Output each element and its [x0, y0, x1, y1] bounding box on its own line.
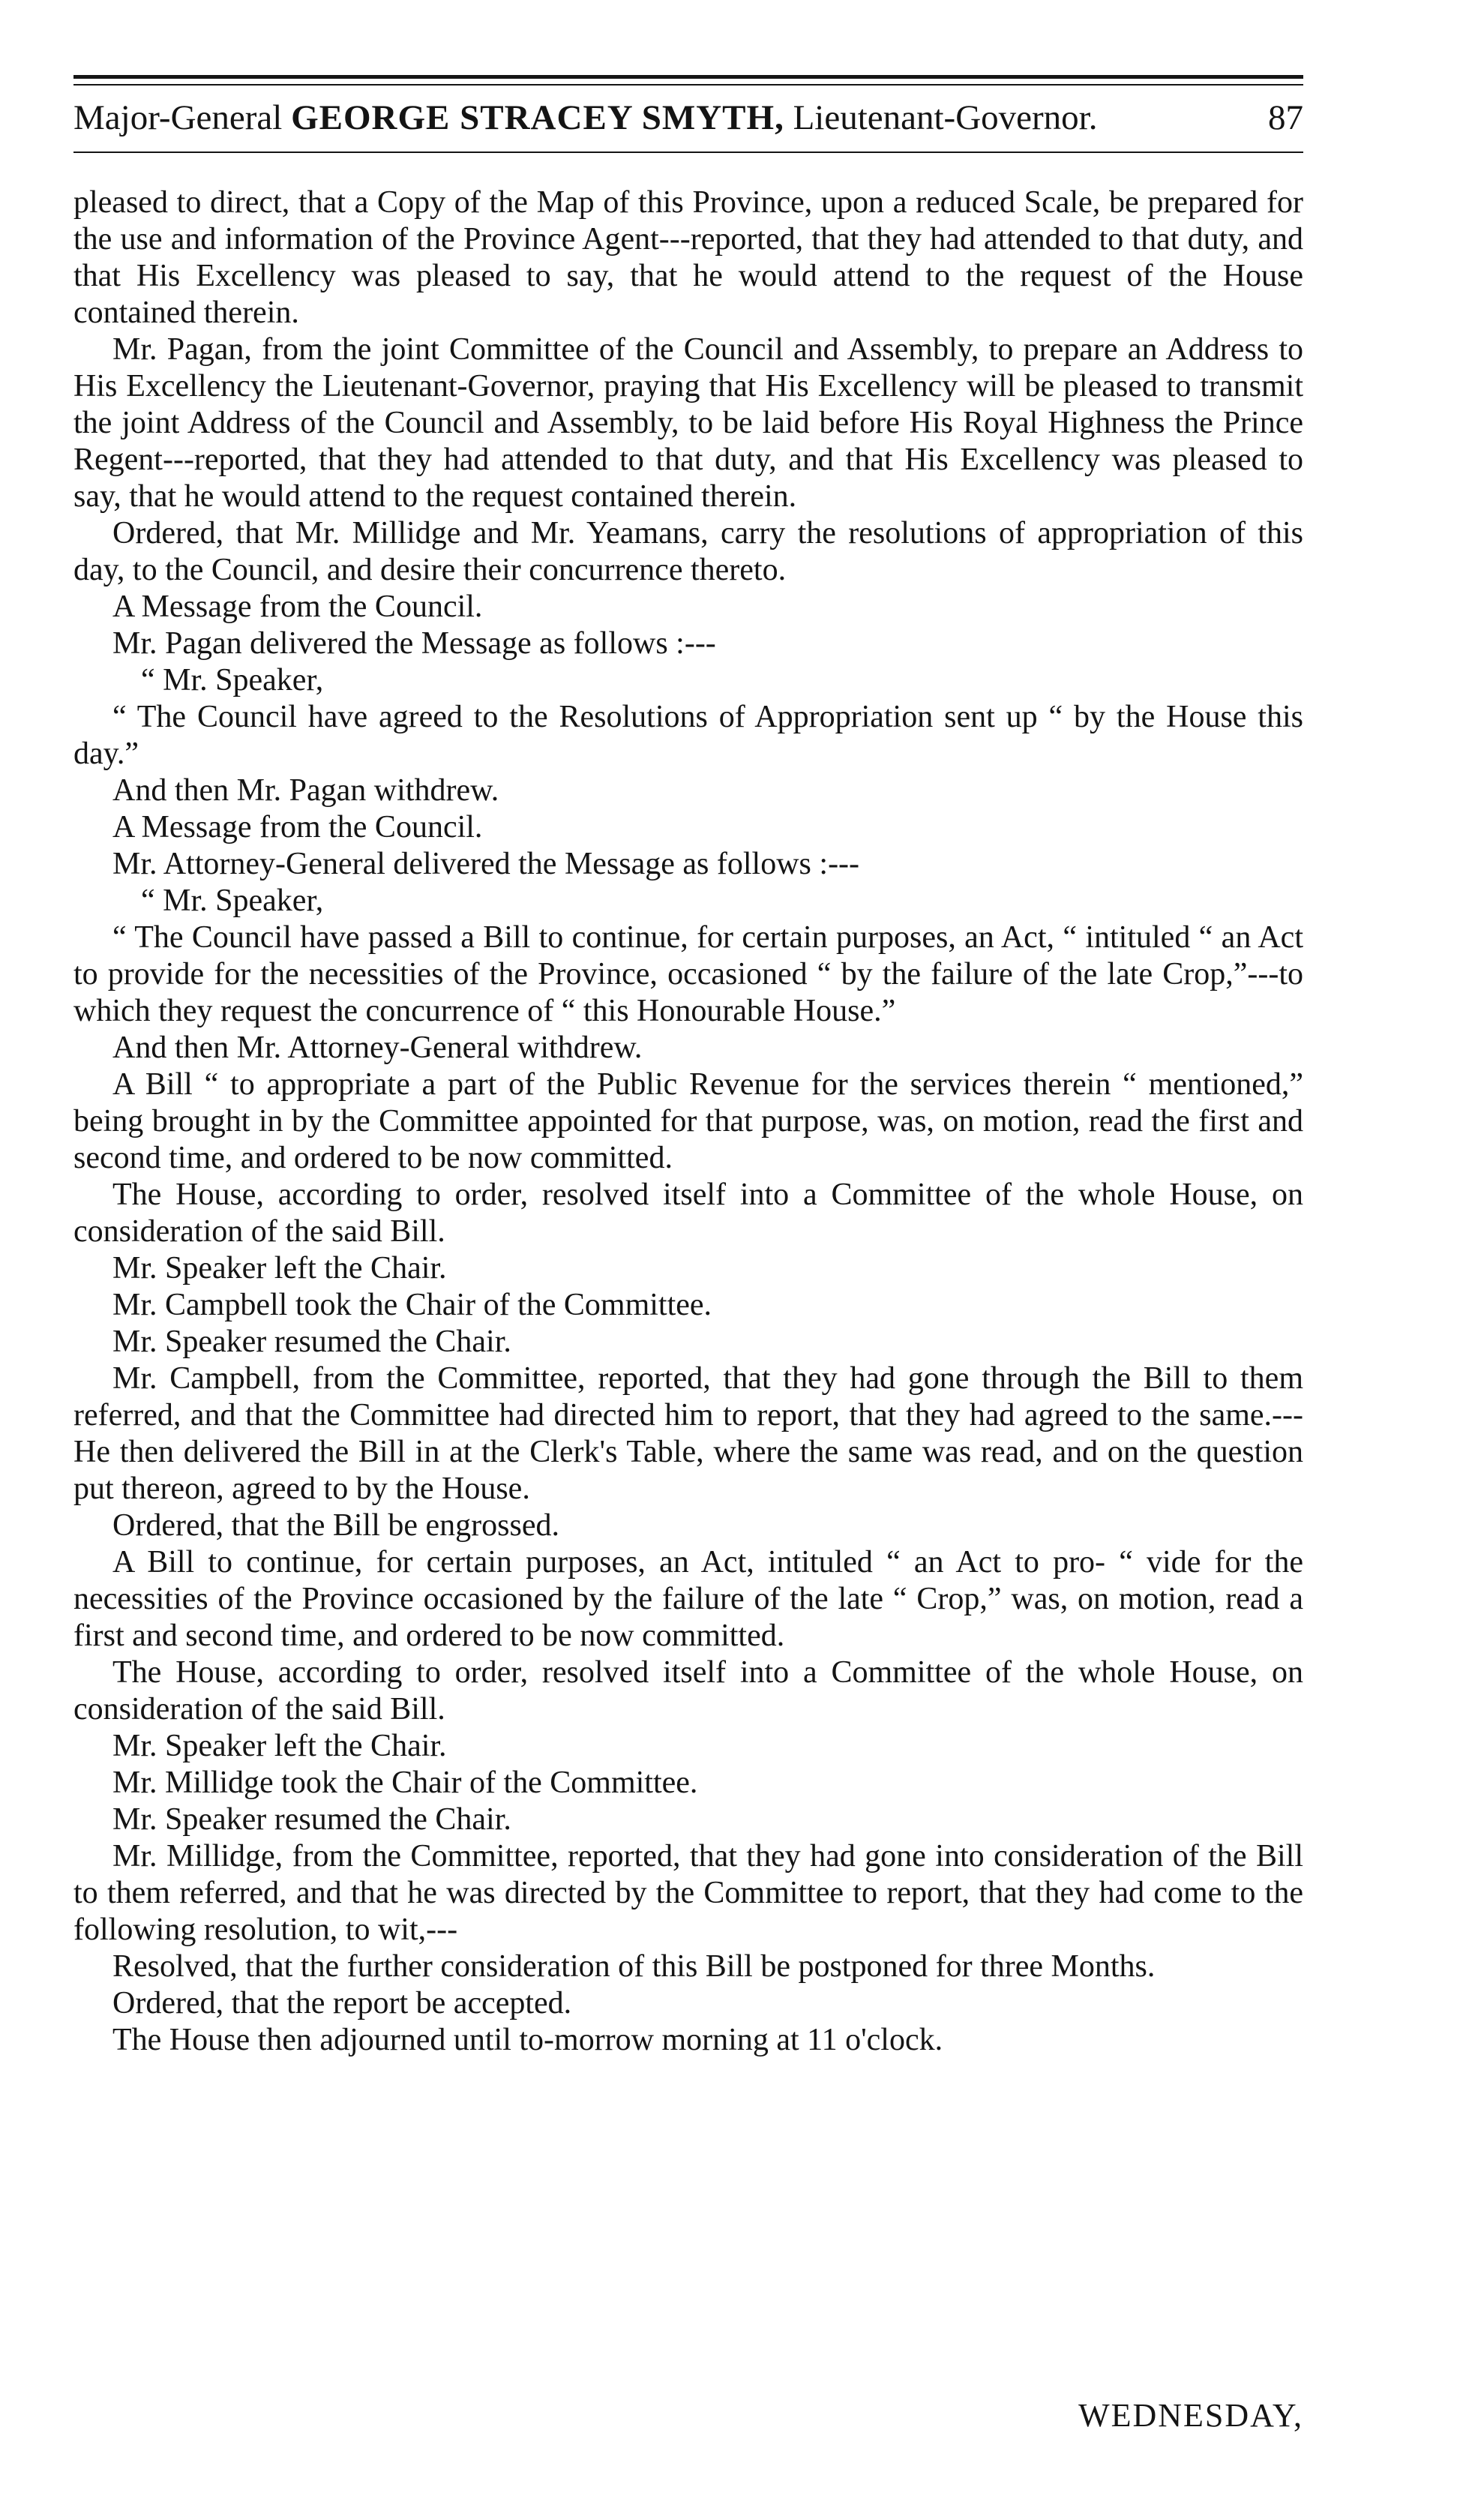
paragraph: And then Mr. Pagan withdrew. [112, 773, 499, 808]
catchword: WEDNESDAY, [1078, 2397, 1303, 2434]
running-header [73, 92, 1303, 144]
paragraph: Mr. Campbell, from the Committee, reported, that they had gone through the Bill to them referred, and that the Committee had directed him to report, that they had agreed to the same.---He then delivered the Bill in at the Clerk's Table, where the same was read, and on the question put thereon, agreed to by the House. [73, 1361, 1303, 1506]
header-rule-top [73, 75, 1303, 79]
paragraph: Mr. Pagan delivered the Message as follows :--- [112, 626, 716, 661]
header-name: GEORGE STRACEY SMYTH, [291, 98, 784, 137]
paragraph: A Message from the Council. [112, 590, 483, 624]
paragraph: Mr. Campbell took the Chair of the Committee. [112, 1288, 712, 1322]
header-rule-top-thin [73, 84, 1303, 86]
paragraph: And then Mr. Attorney-General withdrew. [112, 1030, 643, 1065]
paragraph: “ Mr. Speaker, [141, 663, 324, 698]
paragraph: “ The Council have passed a Bill to continue, for certain purposes, an Act, “ intituled “ an Act to provide for the necessities of the Province, occasioned “ by the failure of the late Crop,”---to which they request the concurrence of “ this Honourable House.” [73, 920, 1303, 1028]
paragraph: “ Mr. Speaker, [141, 884, 324, 918]
paragraph: Ordered, that the report be accepted. [112, 1986, 572, 2020]
paragraph: The House, according to order, resolved itself into a Committee of the whole House, on consideration of the said Bill. [73, 1178, 1303, 1249]
body-text [73, 184, 1303, 2059]
paragraph: A Message from the Council. [112, 810, 483, 844]
paragraph: Mr. Speaker left the Chair. [112, 1251, 447, 1286]
paragraph: Mr. Speaker resumed the Chair. [112, 1802, 511, 1837]
header-prefix: Major-General [73, 98, 292, 137]
paragraph: pleased to direct, that a Copy of the Map of this Province, upon a reduced Scale, be prepared for the use and information of the Province Agent---reported, that they had attended to that duty, and that His Excellency was pleased to say, that he would attend to the request of the House contained therein. [73, 185, 1303, 330]
paragraph: Ordered, that the Bill be engrossed. [112, 1508, 559, 1543]
header-rule-bottom [73, 152, 1303, 153]
paragraph: Mr. Speaker resumed the Chair. [112, 1324, 511, 1359]
paragraph: A Bill “ to appropriate a part of the Public Revenue for the services therein “ mentioned,” being brought in by the Committee appointed for that purpose, was, on motion, read the first and second time, and ordered to be now committed. [73, 1067, 1303, 1175]
paragraph: Mr. Attorney-General delivered the Message as follows :--- [112, 847, 860, 881]
paragraph: Resolved, that the further consideration of this Bill be postponed for three Months. [112, 1949, 1156, 1984]
paragraph: Mr. Millidge, from the Committee, reported, that they had gone into consideration of the Bill to them referred, and that he was directed by the Committee to report, that they had come to the following resolution, to wit,--- [73, 1839, 1303, 1947]
paragraph: Ordered, that Mr. Millidge and Mr. Yeamans, carry the resolutions of appropriation of this day, to the Council, and desire their concurrence thereto. [73, 516, 1303, 587]
paragraph: The House, according to order, resolved itself into a Committee of the whole House, on consideration of the said Bill. [73, 1655, 1303, 1726]
paragraph: A Bill to continue, for certain purposes, an Act, intituled “ an Act to pro- “ vide for the necessities of the Province occasioned by the failure of the late “ Crop,” was, on motion, read a first and second time, and ordered to be now committed. [73, 1545, 1303, 1653]
paragraph: Mr. Pagan, from the joint Committee of the Council and Assembly, to prepare an Address to His Excellency the Lieutenant-Governor, praying that His Excellency will be pleased to transmit the joint Address of the Council and Assembly, to be laid before His Royal Highness the Prince Regent---reported, that they had attended to that duty, and that His Excellency was pleased to say, that he would attend to the request contained therein. [73, 332, 1303, 514]
paragraph: Mr. Speaker left the Chair. [112, 1729, 447, 1763]
paragraph: The House then adjourned until to-morrow morning at 11 o'clock. [112, 2023, 943, 2057]
document-page [73, 52, 1303, 2482]
page-number: 87 [1268, 98, 1303, 137]
paragraph: “ The Council have agreed to the Resolutions of Appropriation sent up “ by the House this day.” [73, 700, 1303, 771]
header-suffix: Lieutenant-Governor. [784, 98, 1098, 137]
paragraph: Mr. Millidge took the Chair of the Committee. [112, 1766, 698, 1800]
